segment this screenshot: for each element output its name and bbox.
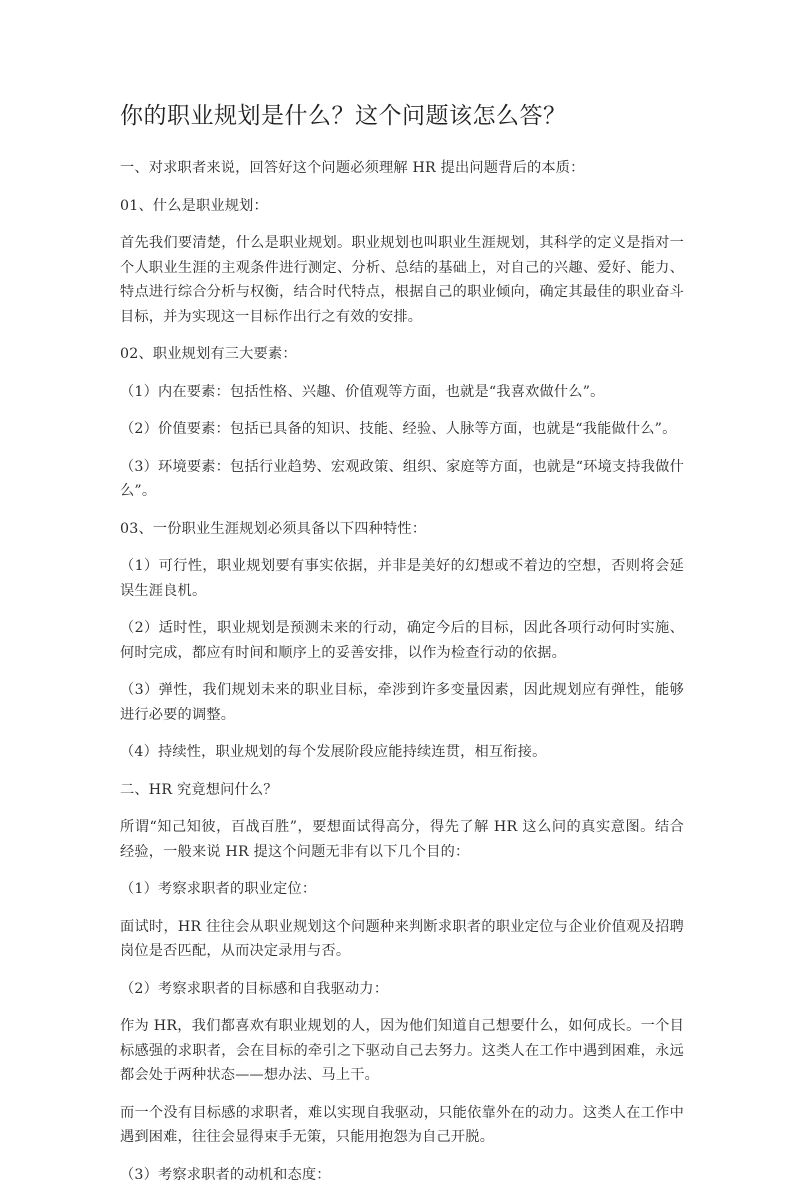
list-item: （4）持续性，职业规划的每个发展阶段应能持续连贯，相互衔接。 [120,744,547,760]
body-paragraph: 作为 HR，我们都喜欢有职业规划的人，因为他们知道自己想要什么，如何成长。一个目标感强的求职者，会在目标的牵引之下驱动自己去努力。这类人在工作中遇到困难，永远都会处于两种状态——想办法、马上干。 [120,1018,684,1083]
section-heading: 一、对求职者来说，回答好这个问题必须理解 HR 提出问题背后的本质： [120,160,585,176]
list-item: （2）适时性，职业规划是预测未来的行动，确定今后的目标，因此各项行动何时实施、何时完成，都应有时间和顺序上的妥善安排，以作为检查行动的依据。 [120,620,684,661]
list-item: （2）价值要素：包括已具备的知识、技能、经验、人脉等方面，也就是“我能做什么”。 [120,421,677,437]
body-paragraph: 首先我们要清楚，什么是职业规划。职业规划也叫职业生涯规划，其科学的定义是指对一个人职业生涯的主观条件进行测定、分析、总结的基础上，对自己的兴趣、爱好、能力、特点进行综合分析与权衡，结合时代特点，根据自己的职业倾向，确定其最佳的职业奋斗目标，并为实现这一目标作出行之有效的安排。 [120,235,684,325]
list-item: （1）内在要素：包括性格、兴趣、价值观等方面，也就是“我喜欢做什么”。 [120,383,605,400]
subsection-heading: 01、什么是职业规划： [120,197,268,214]
list-item: （2）考察求职者的目标感和自我驱动力： [120,980,389,997]
document-content [120,98,684,1200]
body-paragraph: 面试时，HR 往往会从职业规划这个问题种来判断求职者的职业定位与企业价值观及招聘岗位是否匹配，从而决定录用与否。 [120,918,684,959]
list-item: （3）弹性，我们规划未来的职业目标，牵涉到许多变量因素，因此规划应有弹性，能够进行必要的调整。 [120,682,684,723]
list-item: （3）环境要素：包括行业趋势、宏观政策、组织、家庭等方面，也就是“环境支持我做什么”。 [120,458,684,499]
body-paragraph: 而一个没有目标感的求职者，难以实现自我驱动，只能依靠外在的动力。这类人在工作中遇到困难，往往会显得束手无策，只能用抱怨为自己开脱。 [120,1104,684,1145]
section-heading: 二、HR 究竟想问什么？ [120,781,278,798]
subsection-heading: 03、一份职业生涯规划必须具备以下四种特性： [120,520,427,537]
subsection-heading: 02、职业规划有三大要素： [120,346,297,362]
list-item: （1）考察求职者的职业定位： [120,881,317,897]
list-item: （1）可行性，职业规划要有事实依据，并非是美好的幻想或不着边的空想，否则将会延误生涯良机。 [120,558,684,599]
document-title: 你的职业规划是什么？这个问题该怎么答？ [120,103,567,129]
list-item: （3）考察求职者的动机和态度： [120,1166,331,1183]
body-paragraph: 所谓“知己知彼，百战百胜”，要想面试得高分，得先了解 HR 这么问的真实意图。结合经验，一般来说 HR 提这个问题无非有以下几个目的： [120,819,684,860]
